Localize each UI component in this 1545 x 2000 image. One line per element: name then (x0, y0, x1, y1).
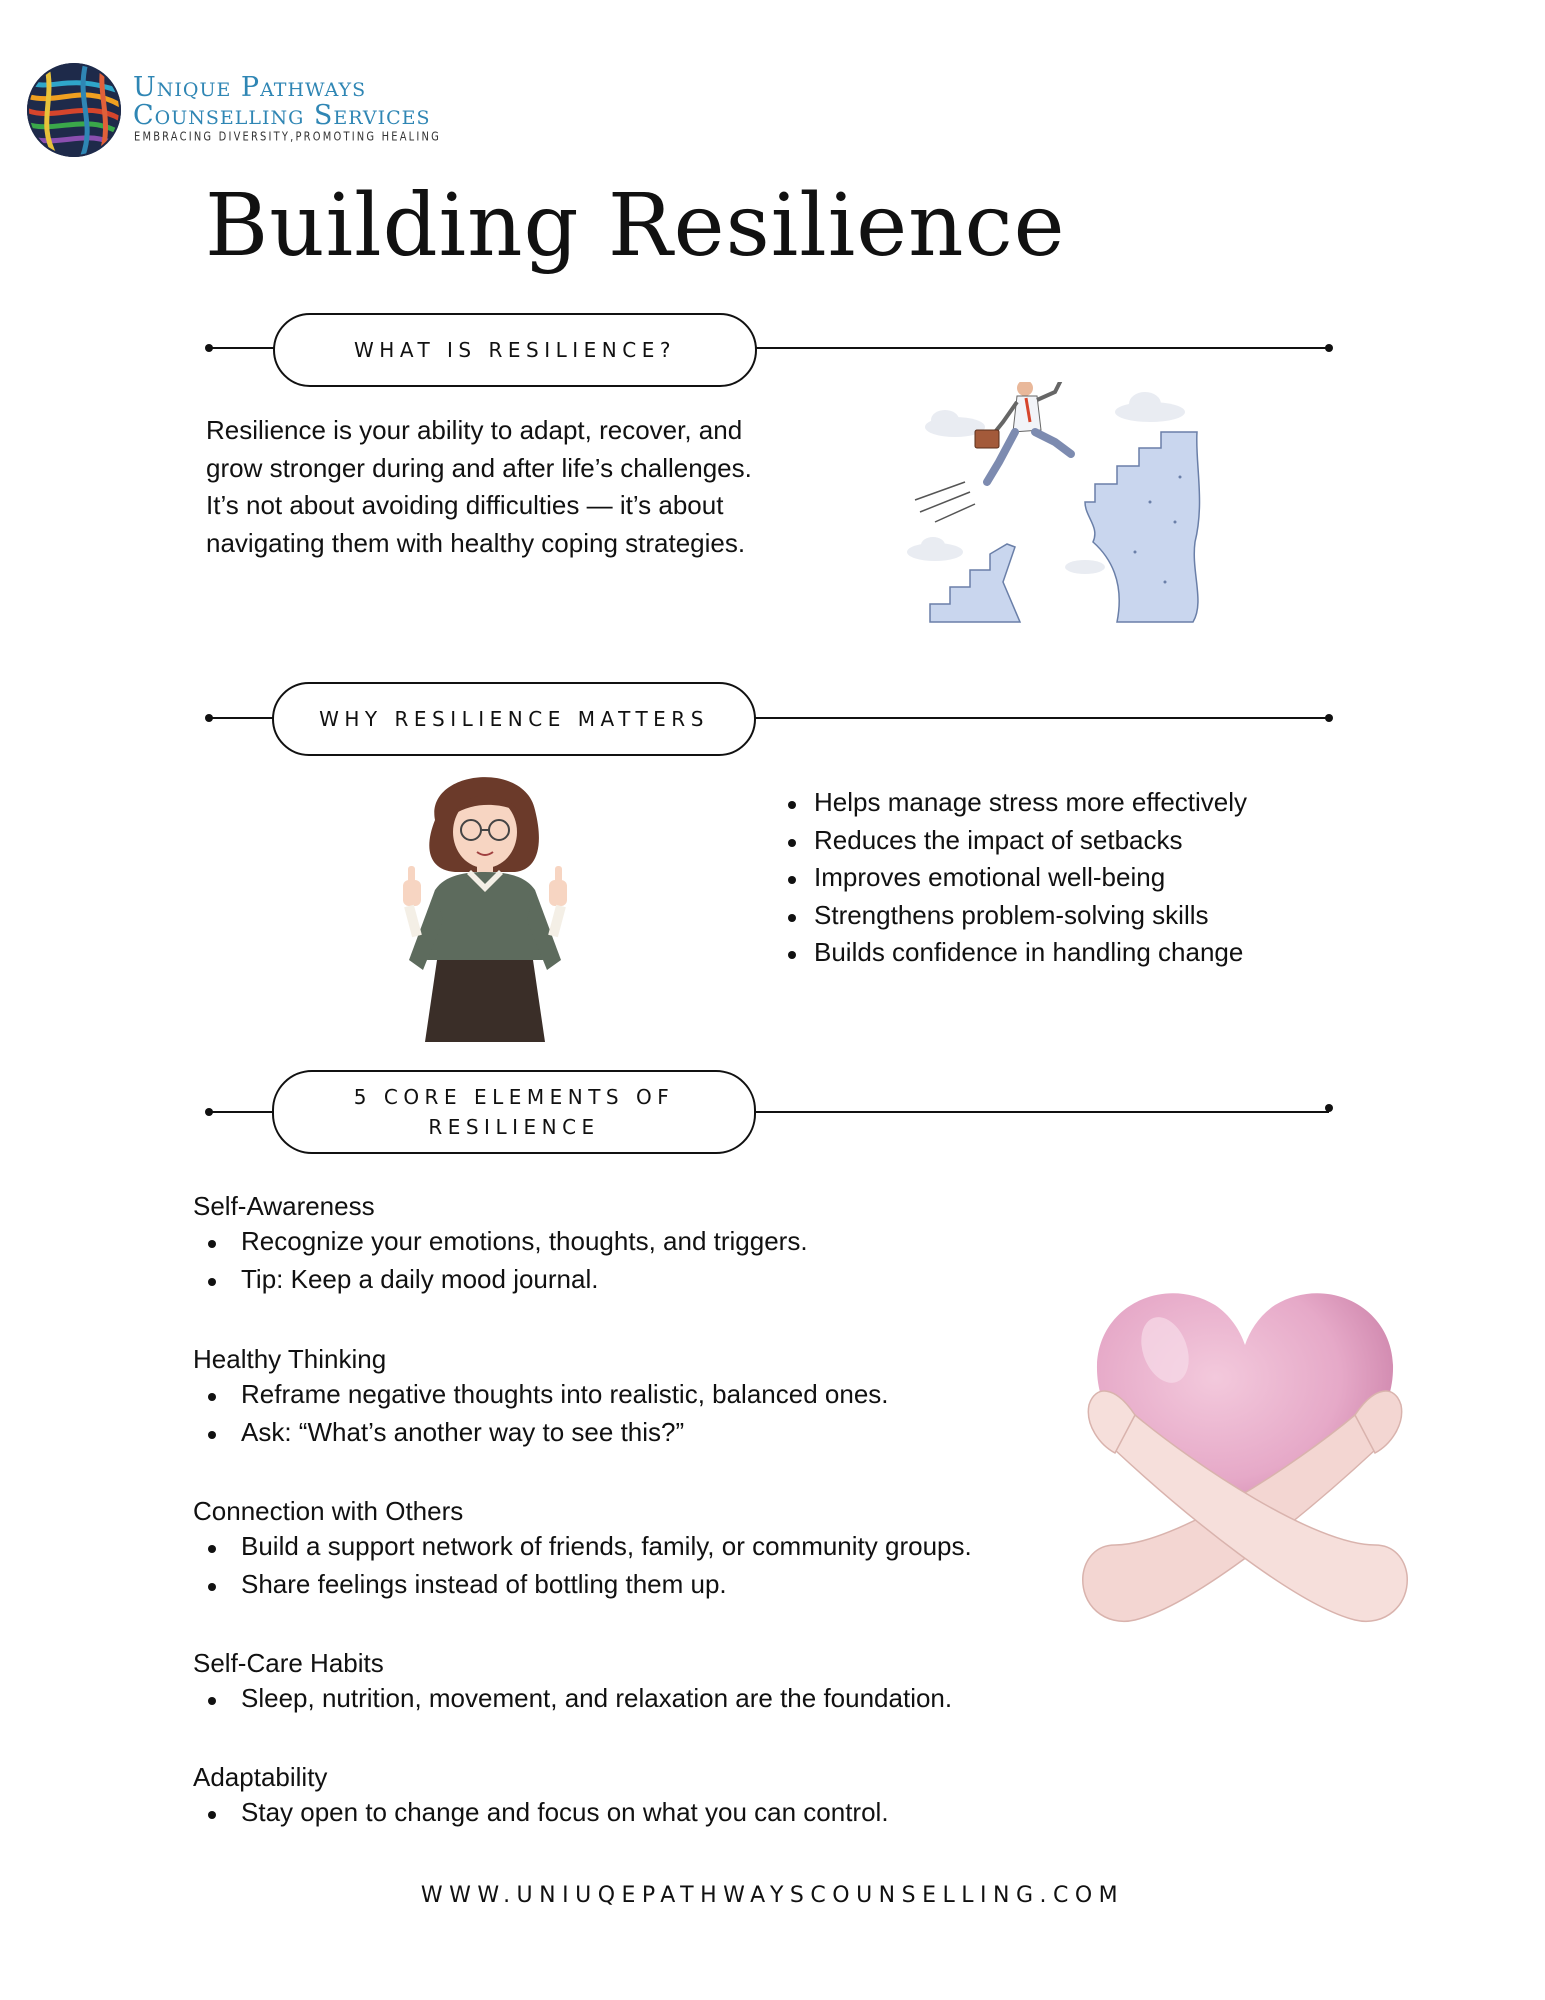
list-item: Share feelings instead of bottling them up. (193, 1566, 1073, 1604)
list-item: Improves emotional well-being (784, 859, 1384, 897)
core-element-self-awareness (193, 1189, 1073, 1298)
element-title: Connection with Others (193, 1496, 464, 1526)
brand-name-line1: Unique Pathways (133, 72, 367, 103)
heart-hug-illustration (1075, 1275, 1415, 1645)
why-resilience-bullets (784, 784, 1384, 972)
core-elements-heading-line1: 5 CORE ELEMENTS OF (353, 1085, 675, 1109)
brand-name-line2: Counselling Services (133, 100, 431, 131)
core-element-healthy-thinking (193, 1342, 1073, 1451)
core-element-connection (193, 1494, 1073, 1603)
element-bullets (193, 1680, 1073, 1718)
core-elements-list (193, 1189, 1073, 1831)
element-title: Adaptability (193, 1761, 328, 1792)
element-bullets (193, 1376, 1073, 1451)
woman-thumbs-up-illustration (395, 760, 585, 1045)
brand-name (133, 74, 431, 130)
element-bullets (193, 1528, 1073, 1603)
element-title: Self-Awareness (193, 1191, 375, 1221)
list-item: Recognize your emotions, thoughts, and triggers. (193, 1223, 1073, 1261)
brand-tagline: EMBRACING DIVERSITY,PROMOTING HEALING (134, 129, 441, 144)
core-element-adaptability (193, 1760, 1073, 1832)
list-item: Helps manage stress more effectively (784, 784, 1384, 822)
list-item: Tip: Keep a daily mood journal. (193, 1261, 1073, 1299)
list-item: Stay open to change and focus on what you can control. (193, 1794, 1073, 1832)
core-elements-heading-line2: RESILIENCE (428, 1115, 600, 1139)
list-item: Build a support network of friends, family, or community groups. (193, 1528, 1073, 1566)
list-item: Builds confidence in handling change (784, 934, 1384, 972)
section-divider-dot (1325, 1104, 1333, 1112)
element-title: Healthy Thinking (193, 1344, 387, 1374)
why-resilience-matters-heading: WHY RESILIENCE MATTERS (272, 682, 756, 756)
list-item: Reframe negative thoughts into realistic, balanced ones. (193, 1376, 1073, 1414)
what-is-resilience-heading: WHAT IS RESILIENCE? (273, 313, 757, 387)
list-item: Strengthens problem-solving skills (784, 897, 1384, 935)
core-element-self-care (193, 1646, 1073, 1718)
section-divider-dot (1325, 714, 1333, 722)
element-bullets (193, 1223, 1073, 1298)
core-elements-heading (272, 1070, 756, 1154)
page-title: Building Resilience (205, 176, 1066, 276)
list-item: Ask: “What’s another way to see this?” (193, 1414, 1073, 1452)
website-url: WWW.UNIUQEPATHWAYSCOUNSELLING.COM (420, 1883, 1125, 1908)
brand-logo-icon (26, 62, 122, 158)
element-bullets (193, 1794, 1073, 1832)
jumping-stairs-illustration (895, 382, 1235, 632)
element-title: Self-Care Habits (193, 1648, 384, 1678)
what-is-resilience-body: Resilience is your ability to adapt, recover, and grow stronger during and after life’s challenges. It’s not about avoiding difficulties — it’s about navigating them with healthy coping strategies. (206, 415, 752, 558)
list-item: Sleep, nutrition, movement, and relaxation are the foundation. (193, 1680, 1073, 1718)
list-item: Reduces the impact of setbacks (784, 822, 1384, 860)
section-divider-dot (1325, 344, 1333, 352)
